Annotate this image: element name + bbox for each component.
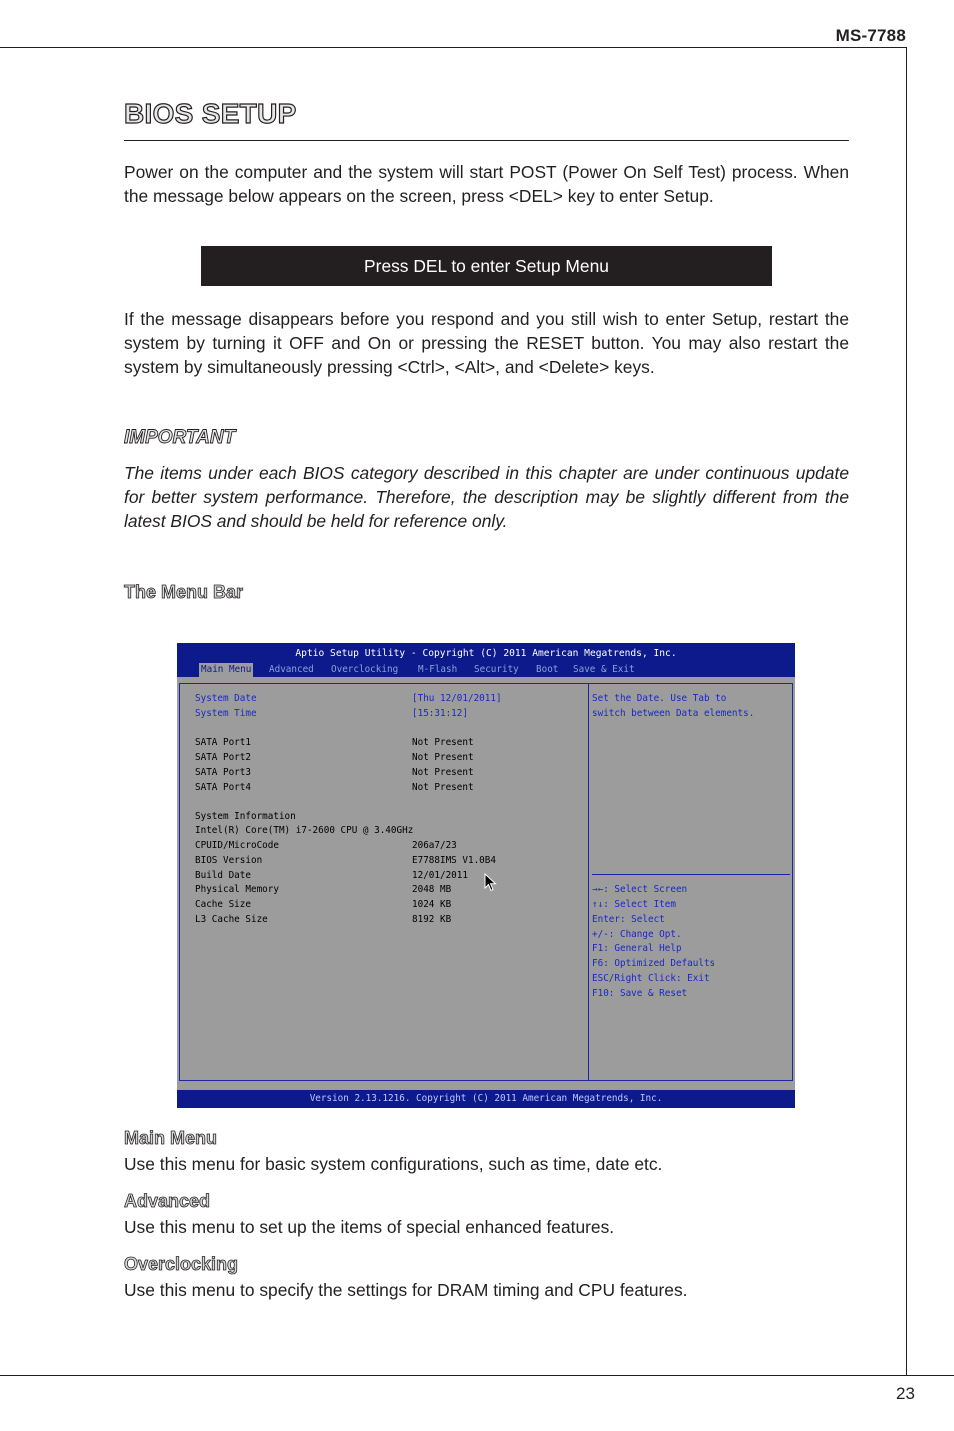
bios-key-hint: ↑↓: Select Item bbox=[592, 899, 676, 910]
bios-key-hint: →←: Select Screen bbox=[592, 884, 688, 895]
bios-key-hint: Enter: Select bbox=[592, 914, 665, 925]
overclocking-description: Use this menu to specify the settings for DRAM timing and CPU features. bbox=[124, 1280, 688, 1300]
side-rule bbox=[906, 47, 907, 1375]
bios-help-divider bbox=[592, 874, 790, 875]
bios-row-sata-port1: SATA Port1 Not Present bbox=[195, 737, 474, 748]
model-number: MS-7788 bbox=[835, 26, 906, 45]
menu-bar-heading: The Menu Bar bbox=[124, 582, 244, 602]
bios-screenshot bbox=[177, 643, 795, 1108]
bios-row-cache-size: Cache Size 1024 KB bbox=[195, 899, 452, 910]
bios-row-sata-port2: SATA Port2 Not Present bbox=[195, 752, 474, 763]
advanced-description: Use this menu to set up the items of special enhanced features. bbox=[124, 1217, 615, 1237]
bios-tab-advanced[interactable]: Advanced bbox=[269, 664, 314, 675]
title-rule bbox=[124, 140, 849, 141]
main-menu-description: Use this menu for basic system configurations, such as time, date etc. bbox=[124, 1154, 663, 1174]
bios-key-hint: F6: Optimized Defaults bbox=[592, 958, 716, 969]
bios-row-sata-port3: SATA Port3 Not Present bbox=[195, 767, 474, 778]
restart-paragraph: If the message disappears before you respond and you still wish to enter Setup, restart the system by turning it OFF and On or pressing the RESET button. You may also restart the system by simultaneously pressing <Ctrl>, <Alt>, and <Delete> keys. bbox=[124, 309, 849, 377]
page-number: 23 bbox=[896, 1384, 915, 1403]
bios-key-hint: ESC/Right Click: Exit bbox=[592, 973, 710, 984]
bios-tab-overclocking[interactable]: Overclocking bbox=[331, 664, 399, 675]
bios-row-system-information: System Information bbox=[195, 811, 296, 822]
bios-key-hint: F10: Save & Reset bbox=[592, 988, 688, 999]
footer-rule bbox=[0, 1375, 954, 1376]
page-title: BIOS SETUP bbox=[124, 98, 297, 129]
bios-footer-bar: Version 2.13.1216. Copyright (C) 2011 American Megatrends, Inc. bbox=[177, 1090, 795, 1108]
bios-title-bar: Aptio Setup Utility - Copyright (C) 2011 American Megatrends, Inc. bbox=[177, 643, 795, 663]
bios-row-physical-memory: Physical Memory 2048 MB bbox=[195, 884, 452, 895]
bios-help-line: Set the Date. Use Tab to bbox=[592, 693, 727, 704]
bios-key-hint: F1: General Help bbox=[592, 943, 682, 954]
advanced-heading: Advanced bbox=[124, 1191, 211, 1211]
important-heading: IMPORTANT bbox=[124, 427, 236, 448]
bios-tab-main-menu[interactable]: Main Menu bbox=[201, 664, 252, 675]
bios-menu-bar bbox=[177, 663, 795, 677]
mouse-cursor-icon bbox=[484, 873, 498, 893]
bios-row-bios-version: BIOS Version E7788IMS V1.0B4 bbox=[195, 855, 496, 866]
bios-divider bbox=[588, 683, 589, 1081]
bios-tab-boot[interactable]: Boot bbox=[536, 664, 559, 675]
bios-key-hint: +/-: Change Opt. bbox=[592, 929, 682, 940]
bios-tab-save-exit[interactable]: Save & Exit bbox=[573, 664, 635, 675]
bios-row-cpuid: CPUID/MicroCode 206a7/23 bbox=[195, 840, 457, 851]
bios-tab-security[interactable]: Security bbox=[474, 664, 519, 675]
bios-row-build-date: Build Date 12/01/2011 bbox=[195, 870, 468, 881]
bios-row-system-date[interactable]: System Date [Thu 12/01/2011] bbox=[195, 693, 502, 704]
bios-row-sata-port4: SATA Port4 Not Present bbox=[195, 782, 474, 793]
intro-paragraph: Power on the computer and the system will start POST (Power On Self Test) process. When the message below appears on the screen, press <DEL> key to enter Setup. bbox=[124, 162, 849, 206]
overclocking-heading: Overclocking bbox=[124, 1254, 239, 1274]
main-menu-heading: Main Menu bbox=[124, 1128, 217, 1148]
bios-help-line: switch between Data elements. bbox=[592, 708, 755, 719]
bios-tab-m-flash[interactable]: M-Flash bbox=[418, 664, 458, 675]
important-text: The items under each BIOS category described in this chapter are under continuous update for better system performance. Therefore, the description may be slightly different from the latest BIOS and should be held for reference only. bbox=[124, 463, 849, 531]
bios-row-cpu-name: Intel(R) Core(TM) i7-2600 CPU @ 3.40GHz bbox=[195, 825, 414, 836]
del-message-box: Press DEL to enter Setup Menu bbox=[201, 246, 772, 286]
bios-row-l3-cache-size: L3 Cache Size 8192 KB bbox=[195, 914, 452, 925]
header-rule bbox=[0, 47, 907, 48]
bios-row-system-time[interactable]: System Time [15:31:12] bbox=[195, 708, 468, 719]
